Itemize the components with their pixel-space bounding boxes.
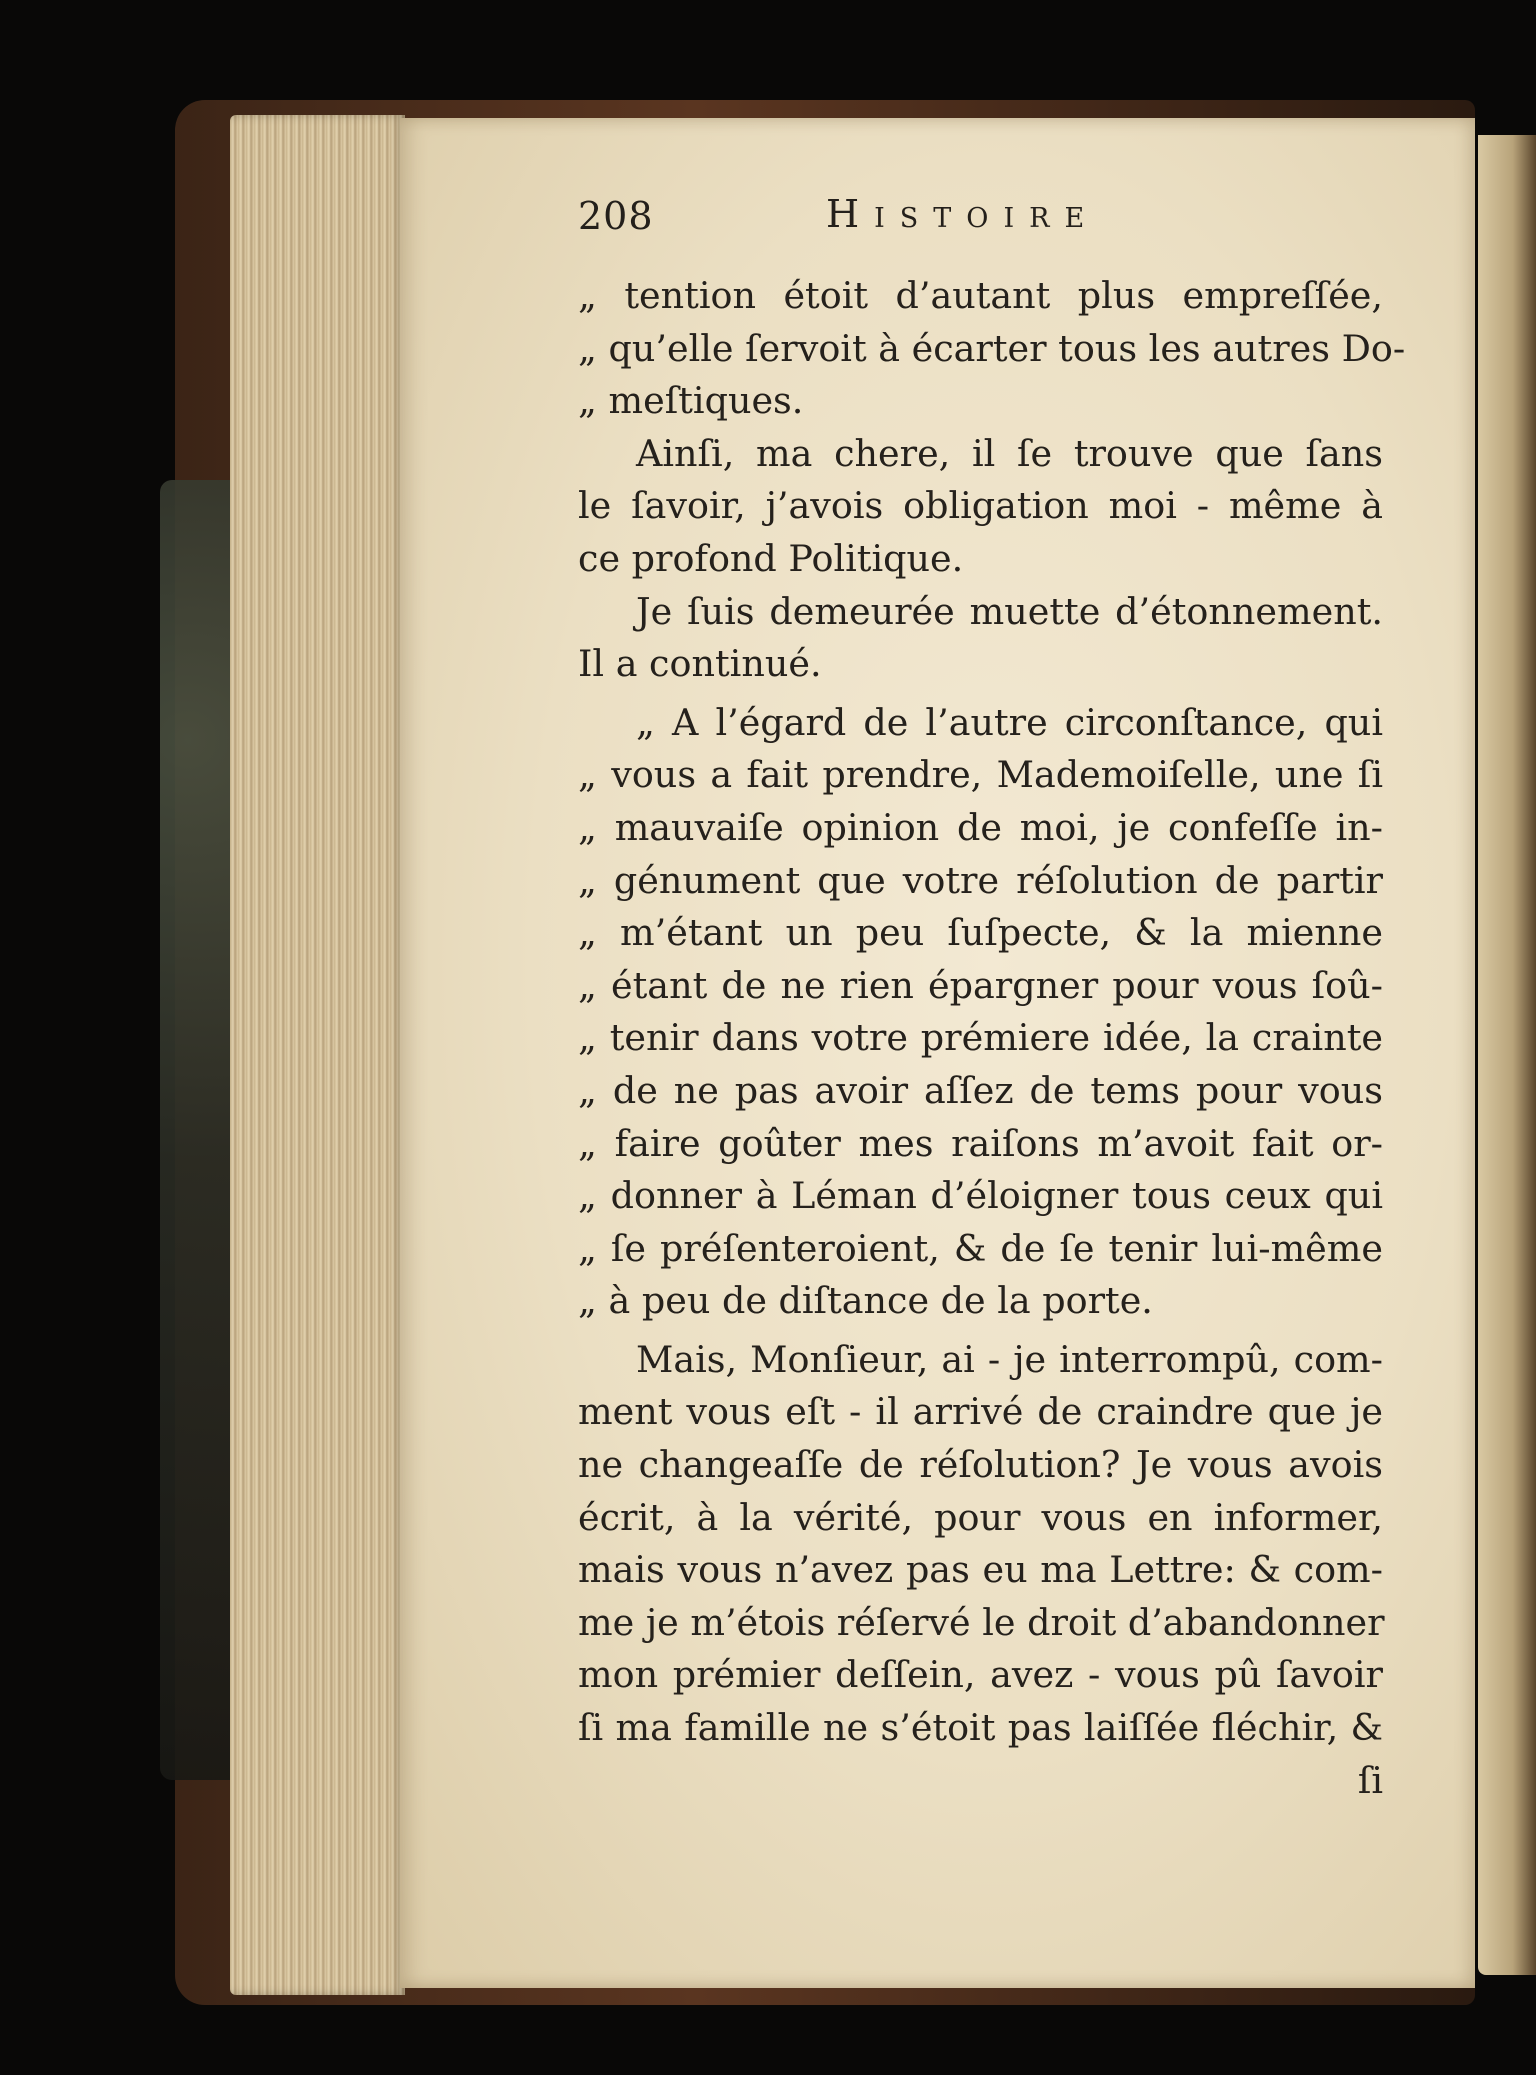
facing-page-edge — [1478, 135, 1536, 1975]
text-line: ment vous eſt - il arrivé de craindre que je — [578, 1390, 1383, 1434]
text-line: „ ſe préſenteroient, & de ſe tenir lui-même — [578, 1226, 1383, 1270]
text-line: „ tention étoit d’autant plus empreſſée, — [578, 274, 1383, 317]
text-line: „ faire goûter mes raiſons m’avoit fait or- — [578, 1121, 1383, 1165]
text-line: „ de ne pas avoir aſſez de tems pour vous — [578, 1068, 1383, 1112]
text-line: Il a continué. — [578, 642, 822, 686]
text-line: „ mauvaiſe opinion de moi, je confeſſe in- — [578, 805, 1383, 849]
text-line: „ à peu de diſtance de la porte. — [578, 1279, 1153, 1323]
text-line: „ génument que votre réſolution de partir — [578, 858, 1383, 902]
text-line: Mais, Monſieur, ai - je interrompû, com- — [636, 1337, 1383, 1381]
page-number: 208 — [578, 194, 654, 238]
text-line: le ſavoir, j’avois obligation moi - même à — [578, 484, 1383, 528]
text-line: „ A l’égard de l’autre circonſtance, qui — [636, 700, 1383, 744]
text-line: „ meſtiques. — [578, 379, 804, 423]
text-line: me je m’étois réſervé le droit d’abandonner — [578, 1600, 1385, 1644]
catchword: ſi — [1357, 1758, 1383, 1802]
running-title: Histoire — [826, 192, 1100, 236]
text-line: „ donner à Léman d’éloigner tous ceux qui — [578, 1174, 1383, 1218]
text-line: „ étant de ne rien épargner pour vous ſoû- — [578, 963, 1383, 1007]
text-line: ſi ma famille ne s’étoit pas laiſſée fléchir, & — [578, 1706, 1383, 1750]
text-line: ne changeaſſe de réſolution? Je vous avois — [578, 1443, 1383, 1487]
text-line: „ m’étant un peu ſuſpecte, & la mienne — [578, 911, 1383, 955]
text-line: ce profond Politique. — [578, 536, 964, 580]
text-line: Ainſi, ma chere, il ſe trouve que ſans — [636, 431, 1383, 475]
text-line: écrit, à la vérité, pour vous en informer, — [578, 1495, 1383, 1539]
text-line: mais vous n’avez pas eu ma Lettre: & com- — [578, 1548, 1383, 1592]
text-line: „ vous a fait prendre, Mademoiſelle, une ſi — [578, 753, 1383, 797]
text-line: Je ſuis demeurée muette d’étonnement. — [636, 589, 1383, 633]
text-line: „ qu’elle ſervoit à écarter tous les autres Do- — [578, 326, 1406, 370]
page-edges — [230, 115, 405, 1995]
running-head — [578, 194, 1118, 254]
text-line: mon prémier deſſein, avez - vous pû ſavoir — [578, 1653, 1383, 1697]
body-text — [578, 270, 1406, 1807]
text-line: „ tenir dans votre prémiere idée, la crainte — [578, 1016, 1383, 1060]
